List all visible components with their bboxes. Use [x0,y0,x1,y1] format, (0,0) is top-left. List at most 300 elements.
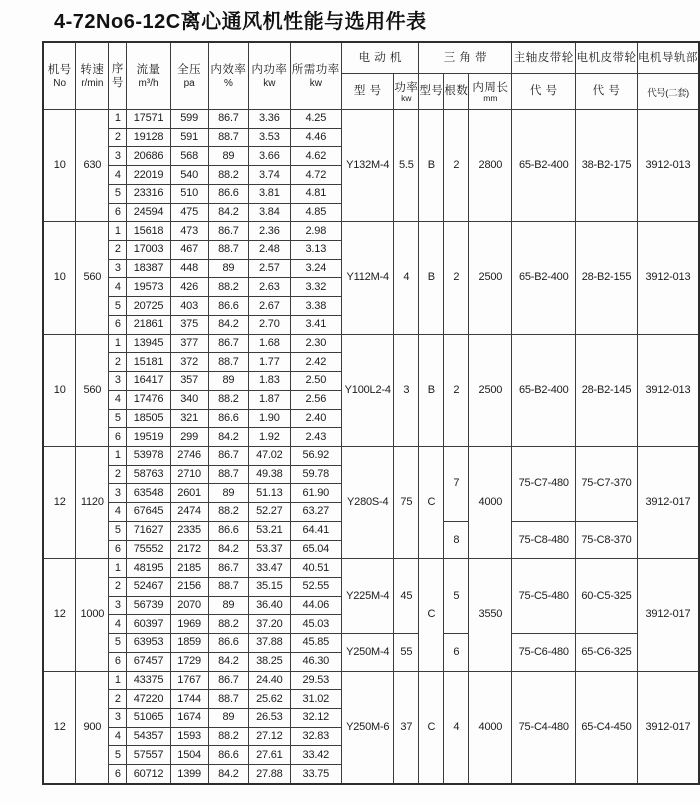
efficiency-cell: 88.2 [208,503,248,522]
machine-no-cell: 12 [43,559,76,671]
table-row [43,634,699,653]
efficiency-cell: 89 [208,709,248,728]
flow-cell: 51065 [127,709,170,728]
pressure-cell: 1674 [170,709,208,728]
efficiency-cell: 86.6 [208,409,248,428]
motor-model-cell: Y225M-4 [342,559,394,634]
required-power-cell: 3.24 [290,259,342,278]
power-cell: 1.68 [249,334,290,353]
flow-cell: 17571 [127,110,170,129]
efficiency-cell: 88.2 [208,727,248,746]
motor-power-cell: 4 [394,222,419,334]
efficiency-cell: 86.6 [208,521,248,540]
motor-pulley-cell: 28-B2-145 [576,334,638,446]
efficiency-cell: 86.7 [208,559,248,578]
seq-cell: 3 [109,372,127,391]
power-cell: 27.61 [249,746,290,765]
efficiency-cell: 88.7 [208,128,248,147]
seq-cell: 1 [109,671,127,690]
power-cell: 3.53 [249,128,290,147]
pressure-cell: 568 [170,147,208,166]
seq-cell: 1 [109,222,127,241]
col-header-pressure: 全压 pa [170,42,208,110]
flow-cell: 15181 [127,353,170,372]
power-cell: 25.62 [249,690,290,709]
speed-cell: 630 [76,110,109,222]
flow-cell: 18505 [127,409,170,428]
power-cell: 3.36 [249,110,290,129]
seq-cell: 5 [109,409,127,428]
power-cell: 1.83 [249,372,290,391]
pressure-cell: 475 [170,203,208,222]
required-power-cell: 56.92 [290,446,342,465]
seq-cell: 2 [109,128,127,147]
required-power-cell: 2.40 [290,409,342,428]
efficiency-cell: 84.2 [208,540,248,559]
flow-cell: 19128 [127,128,170,147]
power-cell: 52.27 [249,503,290,522]
flow-cell: 20686 [127,147,170,166]
power-cell: 37.20 [249,615,290,634]
pressure-cell: 372 [170,353,208,372]
required-power-cell: 4.46 [290,128,342,147]
pressure-cell: 599 [170,110,208,129]
required-power-cell: 31.02 [290,690,342,709]
seq-cell: 5 [109,634,127,653]
power-cell: 37.88 [249,634,290,653]
pressure-cell: 357 [170,372,208,391]
flow-cell: 16417 [127,372,170,391]
table-row [43,110,699,129]
pressure-cell: 426 [170,278,208,297]
required-power-cell: 52.55 [290,577,342,596]
main-pulley-cell: 75-C6-480 [512,634,576,671]
required-power-cell: 46.30 [290,652,342,671]
required-power-cell: 45.03 [290,615,342,634]
rail-cell: 3912-013 [637,110,699,222]
rail-cell: 3912-017 [637,671,699,784]
flow-cell: 52467 [127,577,170,596]
required-power-cell: 4.81 [290,184,342,203]
page-title: 4-72No6-12C离心通风机性能与选用件表 [54,11,427,33]
efficiency-cell: 84.2 [208,765,248,784]
table-row [43,446,699,465]
flow-cell: 19519 [127,428,170,447]
machine-no-cell: 12 [43,446,76,558]
seq-cell: 3 [109,147,127,166]
belt-model-cell: C [419,559,444,671]
flow-cell: 17476 [127,390,170,409]
motor-power-cell: 45 [394,559,419,634]
speed-cell: 560 [76,334,109,446]
rail-cell: 3912-017 [637,446,699,558]
col-header-main-pulley-code: 代 号 [512,74,576,110]
belt-length-cell: 2500 [469,334,512,446]
belt-count-cell: 7 [444,446,469,521]
required-power-cell: 2.56 [290,390,342,409]
flow-cell: 63548 [127,484,170,503]
flow-cell: 56739 [127,596,170,615]
flow-cell: 60397 [127,615,170,634]
seq-cell: 1 [109,559,127,578]
pressure-cell: 467 [170,241,208,260]
power-cell: 24.40 [249,671,290,690]
required-power-cell: 3.32 [290,278,342,297]
belt-count-cell: 6 [444,634,469,671]
flow-cell: 24594 [127,203,170,222]
required-power-cell: 29.53 [290,671,342,690]
required-power-cell: 33.42 [290,746,342,765]
motor-power-cell: 37 [394,671,419,784]
col-header-belt-count: 根数 [444,74,469,110]
speed-cell: 900 [76,671,109,784]
power-cell: 49.38 [249,465,290,484]
main-pulley-cell: 75-C7-480 [512,446,576,521]
pressure-cell: 2474 [170,503,208,522]
flow-cell: 47220 [127,690,170,709]
col-header-machine-no: 机号 No [43,42,76,110]
motor-pulley-cell: 38-B2-175 [576,110,638,222]
seq-cell: 2 [109,241,127,260]
power-cell: 2.36 [249,222,290,241]
power-cell: 3.81 [249,184,290,203]
flow-cell: 43375 [127,671,170,690]
belt-length-cell: 4000 [469,446,512,558]
pressure-cell: 2601 [170,484,208,503]
required-power-cell: 63.27 [290,503,342,522]
group-header-rail: 电机导轨部 [637,42,699,74]
group-header-motor: 电 动 机 [342,42,419,74]
motor-power-cell: 3 [394,334,419,446]
group-header-belt: 三 角 带 [419,42,512,74]
flow-cell: 22019 [127,166,170,185]
pressure-cell: 2185 [170,559,208,578]
rail-cell: 3912-013 [637,334,699,446]
flow-cell: 13945 [127,334,170,353]
efficiency-cell: 84.2 [208,428,248,447]
seq-cell: 6 [109,540,127,559]
seq-cell: 5 [109,297,127,316]
motor-model-cell: Y112M-4 [342,222,394,334]
seq-cell: 1 [109,334,127,353]
seq-cell: 1 [109,446,127,465]
pressure-cell: 2070 [170,596,208,615]
main-pulley-cell: 65-B2-400 [512,222,576,334]
main-pulley-cell: 75-C8-480 [512,521,576,558]
required-power-cell: 3.41 [290,315,342,334]
required-power-cell: 32.12 [290,709,342,728]
seq-cell: 3 [109,259,127,278]
flow-cell: 18387 [127,259,170,278]
belt-model-cell: B [419,110,444,222]
power-cell: 2.63 [249,278,290,297]
power-cell: 26.53 [249,709,290,728]
efficiency-cell: 88.7 [208,465,248,484]
seq-cell: 2 [109,577,127,596]
flow-cell: 17003 [127,241,170,260]
motor-pulley-cell: 75-C7-370 [576,446,638,521]
efficiency-cell: 86.6 [208,297,248,316]
pressure-cell: 1969 [170,615,208,634]
pressure-cell: 2710 [170,465,208,484]
efficiency-cell: 89 [208,259,248,278]
pressure-cell: 540 [170,166,208,185]
power-cell: 1.87 [249,390,290,409]
main-pulley-cell: 65-B2-400 [512,334,576,446]
required-power-cell: 4.85 [290,203,342,222]
seq-cell: 6 [109,315,127,334]
seq-cell: 4 [109,278,127,297]
motor-pulley-cell: 75-C8-370 [576,521,638,558]
required-power-cell: 2.42 [290,353,342,372]
power-cell: 2.57 [249,259,290,278]
required-power-cell: 4.72 [290,166,342,185]
col-header-seq: 序 号 [109,42,127,110]
flow-cell: 67645 [127,503,170,522]
col-header-efficiency: 内效率 % [208,42,248,110]
belt-length-cell: 2500 [469,222,512,334]
power-cell: 3.74 [249,166,290,185]
motor-model-cell: Y250M-6 [342,671,394,784]
pressure-cell: 510 [170,184,208,203]
power-cell: 3.66 [249,147,290,166]
pressure-cell: 2335 [170,521,208,540]
pressure-cell: 591 [170,128,208,147]
required-power-cell: 2.30 [290,334,342,353]
table-row [43,222,699,241]
power-cell: 53.21 [249,521,290,540]
power-cell: 1.92 [249,428,290,447]
group-header-motor-pulley: 电机皮带轮 [576,42,638,74]
efficiency-cell: 84.2 [208,652,248,671]
power-cell: 38.25 [249,652,290,671]
efficiency-cell: 86.6 [208,184,248,203]
belt-count-cell: 5 [444,559,469,634]
pressure-cell: 1504 [170,746,208,765]
belt-count-cell: 4 [444,671,469,784]
seq-cell: 2 [109,353,127,372]
efficiency-cell: 86.7 [208,446,248,465]
required-power-cell: 2.98 [290,222,342,241]
required-power-cell: 3.13 [290,241,342,260]
belt-count-cell: 2 [444,110,469,222]
motor-power-cell: 75 [394,446,419,558]
belt-count-cell: 8 [444,521,469,558]
motor-pulley-cell: 28-B2-155 [576,222,638,334]
efficiency-cell: 88.7 [208,353,248,372]
efficiency-cell: 88.2 [208,390,248,409]
speed-cell: 1000 [76,559,109,671]
required-power-cell: 32.83 [290,727,342,746]
table-body [43,110,699,784]
belt-length-cell: 3550 [469,559,512,671]
required-power-cell: 33.75 [290,765,342,784]
pressure-cell: 1399 [170,765,208,784]
belt-model-cell: B [419,334,444,446]
power-cell: 2.48 [249,241,290,260]
motor-pulley-cell: 65-C4-450 [576,671,638,784]
power-cell: 1.77 [249,353,290,372]
speed-cell: 560 [76,222,109,334]
col-header-motor-model: 型 号 [342,74,394,110]
required-power-cell: 3.38 [290,297,342,316]
seq-cell: 3 [109,484,127,503]
belt-model-cell: C [419,446,444,558]
motor-model-cell: Y250M-4 [342,634,394,671]
pressure-cell: 377 [170,334,208,353]
efficiency-cell: 86.7 [208,334,248,353]
machine-no-cell: 10 [43,110,76,222]
pressure-cell: 1744 [170,690,208,709]
power-cell: 36.40 [249,596,290,615]
flow-cell: 75552 [127,540,170,559]
power-cell: 47.02 [249,446,290,465]
efficiency-cell: 84.2 [208,203,248,222]
speed-cell: 1120 [76,446,109,558]
power-cell: 35.15 [249,577,290,596]
seq-cell: 1 [109,110,127,129]
col-header-rail-code: 代号(二套) [637,74,699,110]
efficiency-cell: 88.7 [208,690,248,709]
flow-cell: 23316 [127,184,170,203]
rail-cell: 3912-013 [637,222,699,334]
seq-cell: 2 [109,690,127,709]
seq-cell: 6 [109,428,127,447]
table-row [43,559,699,578]
required-power-cell: 4.62 [290,147,342,166]
power-cell: 1.90 [249,409,290,428]
power-cell: 2.67 [249,297,290,316]
belt-model-cell: B [419,222,444,334]
pressure-cell: 2172 [170,540,208,559]
power-cell: 33.47 [249,559,290,578]
flow-cell: 19573 [127,278,170,297]
pressure-cell: 1859 [170,634,208,653]
flow-cell: 21861 [127,315,170,334]
required-power-cell: 4.25 [290,110,342,129]
efficiency-cell: 88.2 [208,615,248,634]
pressure-cell: 2156 [170,577,208,596]
efficiency-cell: 88.2 [208,278,248,297]
main-pulley-cell: 65-B2-400 [512,110,576,222]
pressure-cell: 299 [170,428,208,447]
power-cell: 53.37 [249,540,290,559]
col-header-motor-power: 功率 kw [394,74,419,110]
flow-cell: 71627 [127,521,170,540]
motor-model-cell: Y100L2-4 [342,334,394,446]
efficiency-cell: 89 [208,372,248,391]
flow-cell: 63953 [127,634,170,653]
pressure-cell: 321 [170,409,208,428]
pressure-cell: 403 [170,297,208,316]
flow-cell: 20725 [127,297,170,316]
machine-no-cell: 10 [43,222,76,334]
col-header-flow: 流量 m³/h [127,42,170,110]
header-row-1 [43,42,699,74]
pressure-cell: 473 [170,222,208,241]
efficiency-cell: 88.7 [208,241,248,260]
belt-length-cell: 4000 [469,671,512,784]
required-power-cell: 59.78 [290,465,342,484]
power-cell: 27.12 [249,727,290,746]
motor-power-cell: 55 [394,634,419,671]
flow-cell: 67457 [127,652,170,671]
belt-count-cell: 2 [444,334,469,446]
col-header-belt-model: 型号 [419,74,444,110]
rail-cell: 3912-017 [637,559,699,671]
pressure-cell: 1729 [170,652,208,671]
col-header-required-power: 所需功率 kw [290,42,342,110]
efficiency-cell: 88.7 [208,577,248,596]
motor-pulley-cell: 60-C5-325 [576,559,638,634]
efficiency-cell: 86.7 [208,222,248,241]
seq-cell: 6 [109,203,127,222]
table-row [43,334,699,353]
flow-cell: 57557 [127,746,170,765]
col-header-speed: 转速 r/min [76,42,109,110]
belt-length-cell: 2800 [469,110,512,222]
motor-pulley-cell: 65-C6-325 [576,634,638,671]
performance-table [42,41,700,785]
seq-cell: 2 [109,465,127,484]
seq-cell: 3 [109,596,127,615]
pressure-cell: 448 [170,259,208,278]
flow-cell: 53978 [127,446,170,465]
efficiency-cell: 84.2 [208,315,248,334]
main-pulley-cell: 75-C5-480 [512,559,576,634]
required-power-cell: 61.90 [290,484,342,503]
power-cell: 3.84 [249,203,290,222]
required-power-cell: 65.04 [290,540,342,559]
seq-cell: 3 [109,709,127,728]
flow-cell: 54357 [127,727,170,746]
efficiency-cell: 89 [208,147,248,166]
seq-cell: 5 [109,521,127,540]
col-header-power: 内功率 kw [249,42,290,110]
table-row [43,671,699,690]
efficiency-cell: 89 [208,484,248,503]
flow-cell: 48195 [127,559,170,578]
belt-model-cell: C [419,671,444,784]
efficiency-cell: 89 [208,596,248,615]
efficiency-cell: 88.2 [208,166,248,185]
efficiency-cell: 86.6 [208,634,248,653]
efficiency-cell: 86.7 [208,110,248,129]
required-power-cell: 2.50 [290,372,342,391]
pressure-cell: 1767 [170,671,208,690]
seq-cell: 4 [109,503,127,522]
flow-cell: 15618 [127,222,170,241]
seq-cell: 4 [109,615,127,634]
seq-cell: 5 [109,184,127,203]
machine-no-cell: 10 [43,334,76,446]
pressure-cell: 1593 [170,727,208,746]
power-cell: 27.88 [249,765,290,784]
flow-cell: 60712 [127,765,170,784]
required-power-cell: 44.06 [290,596,342,615]
seq-cell: 4 [109,166,127,185]
belt-count-cell: 2 [444,222,469,334]
required-power-cell: 2.43 [290,428,342,447]
pressure-cell: 340 [170,390,208,409]
flow-cell: 58763 [127,465,170,484]
motor-model-cell: Y132M-4 [342,110,394,222]
col-header-belt-length: 内周长 mm [469,74,512,110]
required-power-cell: 45.85 [290,634,342,653]
group-header-main-pulley: 主轴皮带轮 [512,42,576,74]
efficiency-cell: 86.6 [208,746,248,765]
motor-power-cell: 5.5 [394,110,419,222]
